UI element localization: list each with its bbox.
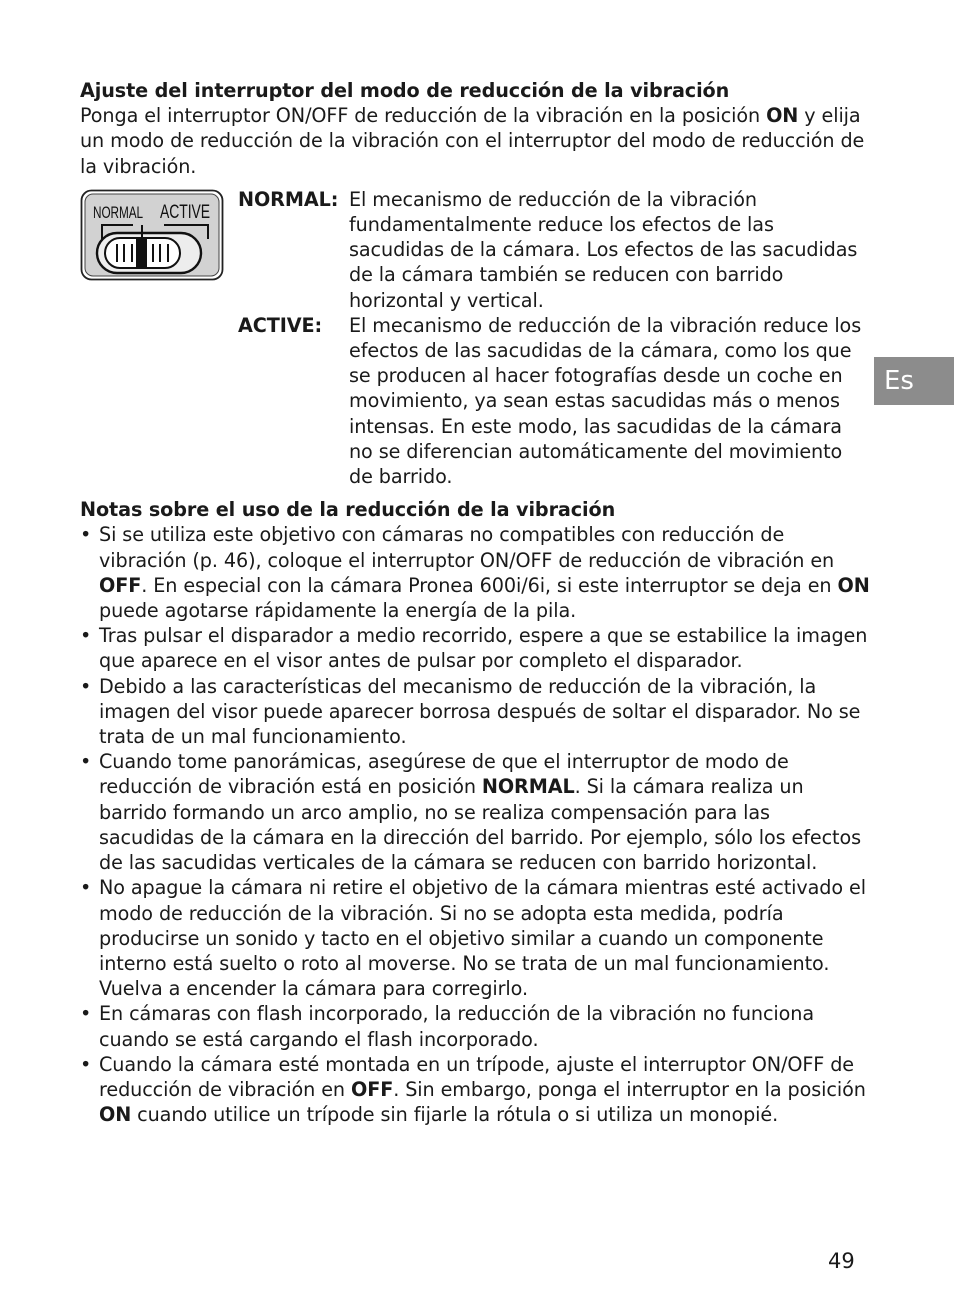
note-4-normal-bold: NORMAL <box>481 775 575 799</box>
vr-modes-block <box>80 187 870 489</box>
note-item: • Debido a las características del mecanismo de reducción de la vibración, la imagen del visor puede aparecer borrosa después de soltar el disparador. No se trata de un mal funcionamiento. <box>80 674 870 750</box>
note-1-on-bold: ON <box>837 573 870 597</box>
note-1-text-c: puede agotarse rápidamente la energía de la pila. <box>99 599 577 623</box>
note-item <box>80 749 870 875</box>
note-1-off-bold: OFF <box>99 573 142 597</box>
note-7-text-b: . Sin embargo, ponga el interruptor en la posición <box>393 1077 866 1101</box>
vr-mode-switch-illustration <box>80 189 224 281</box>
note-7-off-bold: OFF <box>350 1077 394 1101</box>
note-7-on-bold: ON <box>99 1103 132 1127</box>
page-content <box>80 78 870 1127</box>
switch-label-active: ACTIVE <box>160 201 210 223</box>
mode-active <box>238 313 870 489</box>
note-1-text-a: Si se utiliza este objetivo con cámaras no compatibles con reducción de vibración (p. 46), coloque el interruptor ON/OFF de reducción de vibración en <box>99 523 835 572</box>
note-item: • Tras pulsar el disparador a medio recorrido, espere a que se estabilice la imagen que aparece en el visor antes de pulsar por completo el disparador. <box>80 623 870 673</box>
note-item: • En cámaras con flash incorporado, la reducción de la vibración no funciona cuando se está cargando el flash incorporado. <box>80 1001 870 1051</box>
intro-paragraph <box>80 103 870 179</box>
switch-label-normal: NORMAL <box>93 202 143 222</box>
mode-term-normal: NORMAL: <box>238 187 339 211</box>
note-7-text-c: cuando utilice un trípode sin fijarle la rótula o si utiliza un monopié. <box>131 1103 779 1127</box>
intro-text-2: y elija un modo de reducción de la vibración con el interruptor del modo de reducción de la vibración. <box>80 104 865 178</box>
note-4-text-b: . Si la cámara realiza un barrido formando un arco amplio, no se realiza compensación para las sacudidas de la cámara en la dirección del barrido. Por ejemplo, sólo los efectos de las sacudidas verticales de la cámara se reducen con barrido horizontal. <box>99 775 861 875</box>
mode-desc-normal: El mecanismo de reducción de la vibración fundamentalmente reduce los efectos de las sacudidas de la cámara. Los efectos de las sacudidas de la cámara también se reducen con barrido horizontal y vertical. <box>349 187 858 312</box>
note-4-text-a: Cuando tome panorámicas, asegúrese de que el interruptor de modo de reducción de vibración está en posición <box>99 750 789 799</box>
note-1-text-b: . En especial con la cámara Pronea 600i/6i, si este interruptor se deja en <box>141 573 838 597</box>
page-number: 49 <box>828 1249 855 1273</box>
note-7-text-a: Cuando la cámara esté montada en un trípode, ajuste el interruptor ON/OFF de reducción de vibración en <box>99 1052 854 1101</box>
mode-desc-active: El mecanismo de reducción de la vibración reduce los efectos de las sacudidas de la cámara, como los que se producen al hacer fotografías desde un coche en movimiento, ya sean estas sacudidas más o menos intensas. En este modo, las sacudidas de la cámara no se diferencian automáticamente del movimiento de barrido. <box>349 313 862 489</box>
note-item <box>80 1052 870 1128</box>
intro-text-1: Ponga el interruptor ON/OFF de reducción de la vibración en la posición <box>80 104 767 128</box>
mode-normal <box>238 187 870 313</box>
note-item <box>80 522 870 623</box>
notes-list <box>80 522 870 1127</box>
language-tab: Es <box>874 357 954 405</box>
mode-definitions <box>238 187 870 489</box>
intro-on-bold: ON <box>766 104 799 128</box>
section-heading-vr-mode-switch: Ajuste del interruptor del modo de reducción de la vibración <box>80 79 730 102</box>
mode-term-active: ACTIVE: <box>238 313 323 337</box>
section-heading-notes: Notas sobre el uso de la reducción de la vibración <box>80 498 616 522</box>
note-item: • No apague la cámara ni retire el objetivo de la cámara mientras esté activado el modo de reducción de la vibración. Si no se adopta esta medida, podría producirse un sonido y tacto en el objetivo similar a cuando un componente interno está suelto o roto al moverse. No se trata de un mal funcionamiento. Vuelva a encender la cámara para corregirlo. <box>80 875 870 1001</box>
